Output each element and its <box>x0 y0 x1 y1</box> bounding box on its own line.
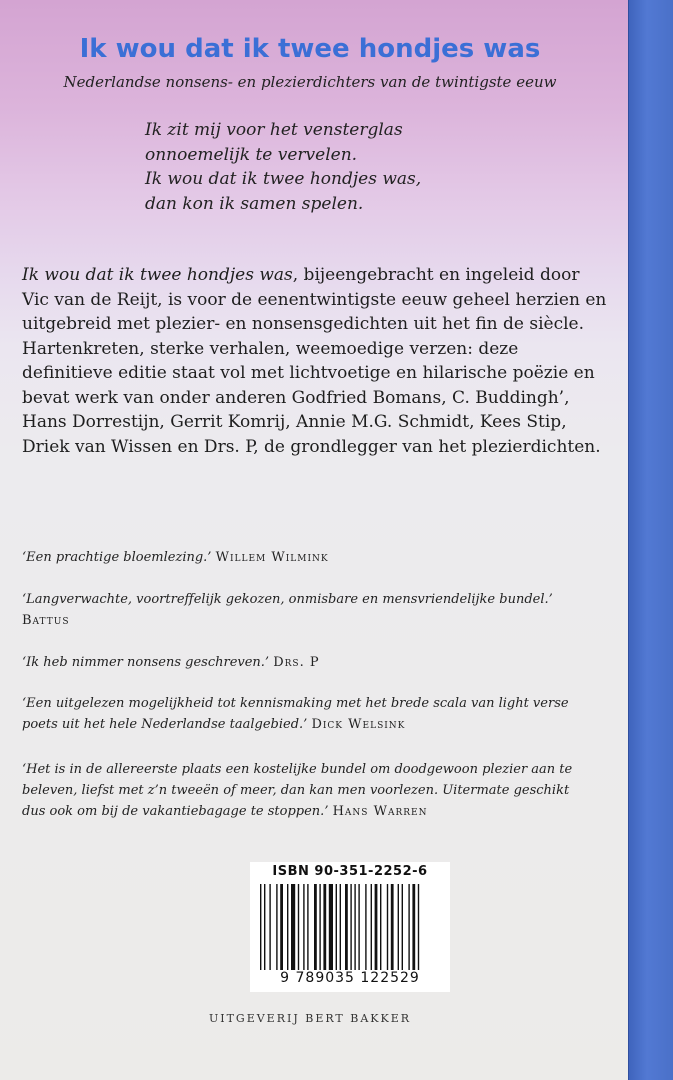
ean-number: 9 789035 122529 <box>280 970 420 986</box>
quote-text: ‘Een uitgelezen mogelijkheid tot kennismaking met het brede scala van light verse poets uit het hele Nederlandse taalgebied.’ <box>22 696 569 732</box>
barcode-bar <box>391 884 394 970</box>
barcode-bar <box>398 884 399 970</box>
barcode-bar <box>402 884 403 970</box>
review-quote <box>22 693 582 735</box>
barcode-bar <box>371 884 372 970</box>
book-spine <box>628 0 673 1080</box>
barcode-bar <box>365 884 366 970</box>
barcode-bar <box>354 884 355 970</box>
quote-text: ‘Ik heb nimmer nonsens geschreven.’ <box>22 655 270 670</box>
review-quote <box>22 759 582 822</box>
barcode-bar <box>340 884 341 970</box>
barcode-block <box>250 862 450 992</box>
quote-author: Hans Warren <box>332 804 428 819</box>
barcode-bar <box>280 884 283 970</box>
barcode-bar <box>408 884 409 970</box>
review-quote <box>22 589 582 631</box>
barcode-bar <box>314 884 317 970</box>
barcode-bar <box>412 884 415 970</box>
barcode-bar <box>307 884 308 970</box>
quote-text: ‘Het is in de allereerste plaats een kostelijke bundel om doodgewoon plezier aan te beleven, liefst met z’n tweeën of meer, dan kan men voorlezen. Uitermate geschikt dus ook om bij de vakantiebagage te stoppen.’ <box>22 762 573 819</box>
barcode-graphic <box>260 884 440 970</box>
review-quote <box>22 547 582 568</box>
quote-author: Willem Wilmink <box>215 550 329 565</box>
quote-text: ‘Een prachtige bloemlezing.’ <box>22 550 212 565</box>
blurb-text: , bijeengebracht en ingeleid door Vic van de Reijt, is voor de eenentwintigste eeuw geheel herzien en uitgebreid met plezier- en nonsensgedichten uit het fin de siècle. Hartenkreten, sterke verhalen, weemoedige verzen: deze definitieve editie staat vol met lichtvoetige en hilarische poëzie en bevat werk van onder anderen Godfried Bomans, C. Buddingh’, Hans Dorrestijn, Gerrit Komrij, Annie M.G. Schmidt, Kees Stip, Driek van Wissen en Drs. P, de grondlegger van het plezierdichten. <box>22 265 607 457</box>
book-subtitle: Nederlandse nonsens- en plezierdichters van de twintigste eeuw <box>63 73 557 91</box>
poem-line: dan kon ik samen spelen. <box>145 193 364 214</box>
poem-line: Ik zit mij voor het vensterglas <box>145 120 403 140</box>
barcode-bar <box>323 884 326 970</box>
barcode-bar <box>345 884 348 970</box>
review-quote <box>22 652 582 673</box>
barcode-bar <box>319 884 320 970</box>
quote-text: ‘Langverwachte, voortreffelijk gekozen, onmisbare en mensvriendelijke bundel.’ <box>22 592 553 607</box>
barcode-bar <box>287 884 288 970</box>
poem-excerpt <box>145 118 421 216</box>
barcode-bar <box>276 884 277 970</box>
barcode-bar <box>387 884 388 970</box>
isbn-number: ISBN 90-351-2252-6 <box>272 864 428 879</box>
barcode-bar <box>303 884 304 970</box>
blurb-paragraph <box>22 263 607 459</box>
barcode-bar <box>358 884 359 970</box>
barcode-bar <box>260 884 261 970</box>
publisher-name: UITGEVERIJ BERT BAKKER <box>208 1012 412 1025</box>
barcode-bar <box>298 884 299 970</box>
barcode-bar <box>264 884 265 970</box>
barcode-bar <box>291 884 295 970</box>
barcode-bar <box>329 884 333 970</box>
barcode-bar <box>336 884 337 970</box>
book-title: Ik wou dat ik twee hondjes was <box>79 34 541 64</box>
quote-author: Battus <box>22 613 70 628</box>
barcode-bar <box>375 884 378 970</box>
quote-author: Dick Welsink <box>311 717 406 732</box>
blurb-title-reference: Ik wou dat ik twee hondjes was <box>22 265 293 285</box>
quote-author: Drs. P <box>273 655 320 670</box>
barcode-bar <box>350 884 351 970</box>
poem-line: Ik wou dat ik twee hondjes was, <box>145 169 422 189</box>
poem-line: onnoemelijk te vervelen. <box>145 144 358 165</box>
barcode-bar <box>269 884 270 970</box>
barcode-bar <box>380 884 381 970</box>
barcode-bar <box>418 884 419 970</box>
